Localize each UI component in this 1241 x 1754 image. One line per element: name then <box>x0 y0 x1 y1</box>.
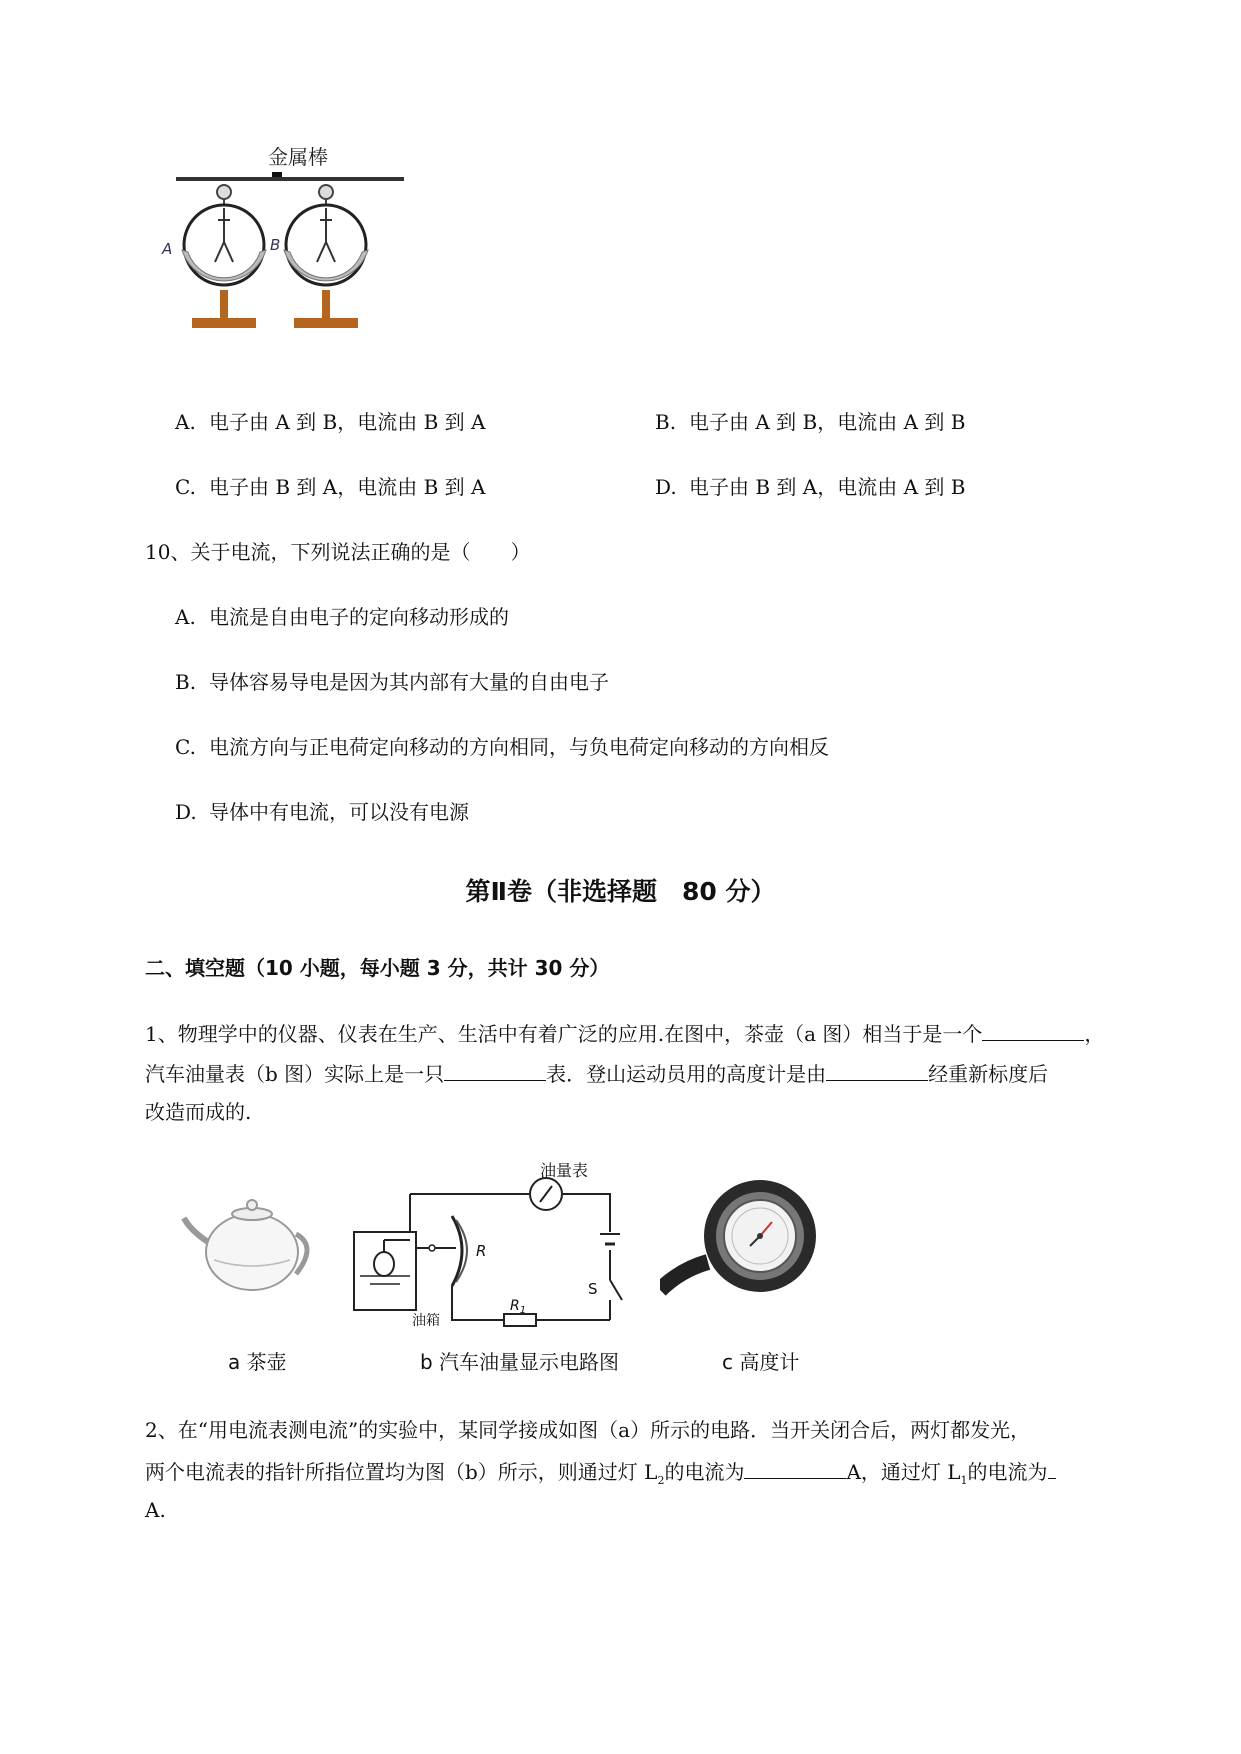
fill2-text: A，通过灯 L <box>846 1460 961 1484</box>
altimeter-figure <box>660 1170 830 1310</box>
electroscope-a <box>182 185 266 328</box>
answer-blank-4[interactable] <box>744 1456 846 1479</box>
metal-rod-label: 金属棒 <box>268 145 328 169</box>
fill1-text: 汽车油量表（b 图）实际上是一只 <box>145 1062 445 1086</box>
fill1-text: 1、物理学中的仪器、仪表在生产、生活中有着广泛的应用.在图中，茶壶（a 图）相当于是一个 <box>145 1022 983 1046</box>
answer-blank-5[interactable] <box>1048 1456 1056 1479</box>
option-text: 电子由 B 到 A，电流由 B 到 A <box>209 475 486 499</box>
fill1-line1 <box>145 1018 1104 1048</box>
fill2-line1: 2、在“用电流表测电流”的实验中，某同学接成如图（a）所示的电路．当开关闭合后，两灯都发光， <box>145 1418 1031 1442</box>
option-letter: C. <box>175 735 196 759</box>
option-text: 电流方向与正电荷定向移动的方向相同，与负电荷定向移动的方向相反 <box>209 735 829 759</box>
fuel-gauge-circuit-figure <box>350 1160 640 1330</box>
fill1-text: 表．登山运动员用的高度计是由 <box>546 1062 827 1086</box>
fill1-line2 <box>145 1058 1048 1088</box>
svg-text:R1 <box>510 1298 526 1316</box>
q10-option-d[interactable] <box>175 798 469 826</box>
option-letter: C. <box>175 475 196 499</box>
q10-option-b[interactable] <box>175 668 609 696</box>
answer-blank-2[interactable] <box>444 1058 546 1081</box>
fill2-text: 两个电流表的指针所指位置均为图（b）所示，则通过灯 L <box>145 1460 658 1484</box>
section-heading: 二、填空题（10 小题，每小题 3 分，共计 30 分） <box>145 956 610 980</box>
option-letter: A. <box>175 605 196 629</box>
subscript: 2 <box>657 1474 665 1487</box>
caption-teapot: a 茶壶 <box>228 1350 287 1374</box>
electroscope-b <box>284 185 368 328</box>
q9-option-b[interactable] <box>655 408 965 436</box>
fill2-text: 的电流为 <box>664 1460 745 1484</box>
label-a: A <box>162 240 173 258</box>
answer-blank-1[interactable] <box>982 1018 1084 1041</box>
q10-stem: 10、关于电流，下列说法正确的是（ ） <box>145 540 531 564</box>
option-text: 电子由 A 到 B，电流由 A 到 B <box>689 410 966 434</box>
q10-option-a[interactable] <box>175 603 509 631</box>
option-text: 电子由 B 到 A，电流由 A 到 B <box>689 475 966 499</box>
q10-option-c[interactable] <box>175 733 829 761</box>
electroscope-figure <box>160 140 420 370</box>
q9-option-c[interactable] <box>175 473 485 501</box>
fill2-text: 的电流为 <box>967 1460 1048 1484</box>
caption-altimeter: c 高度计 <box>722 1350 800 1374</box>
switch-label: S <box>588 1280 598 1298</box>
gauge-label: 油量表 <box>540 1161 589 1180</box>
teapot-figure <box>180 1190 320 1300</box>
label-b: B <box>270 236 281 254</box>
r1-label: R <box>510 1298 520 1314</box>
option-letter: D. <box>175 800 197 824</box>
fill2-line2 <box>145 1456 1056 1495</box>
q9-option-a[interactable] <box>175 408 485 436</box>
option-text: 导体容易导电是因为其内部有大量的自由电子 <box>209 670 609 694</box>
option-letter: B. <box>655 410 677 434</box>
q9-option-d[interactable] <box>655 473 965 501</box>
r-label: R <box>476 1242 487 1260</box>
subscript: 1 <box>960 1474 968 1487</box>
section-title: 第Ⅱ卷（非选择题 80 分） <box>465 877 776 906</box>
option-letter: D. <box>655 475 677 499</box>
option-text: 电流是自由电子的定向移动形成的 <box>209 605 509 629</box>
caption-circuit: b 汽车油量显示电路图 <box>420 1350 620 1374</box>
fill1-text: 经重新标度后 <box>928 1062 1049 1086</box>
option-text: 电子由 A 到 B，电流由 B 到 A <box>209 410 486 434</box>
option-letter: A. <box>175 410 196 434</box>
tank-label: 油箱 <box>412 1313 440 1329</box>
r1-subscript: 1 <box>519 1305 527 1316</box>
answer-blank-3[interactable] <box>826 1058 928 1081</box>
fill2-line3: A. <box>145 1498 166 1522</box>
option-letter: B. <box>175 670 197 694</box>
fill1-line3: 改造而成的. <box>145 1100 252 1124</box>
fill1-text: ， <box>1084 1022 1105 1046</box>
option-text: 导体中有电流，可以没有电源 <box>209 800 469 824</box>
